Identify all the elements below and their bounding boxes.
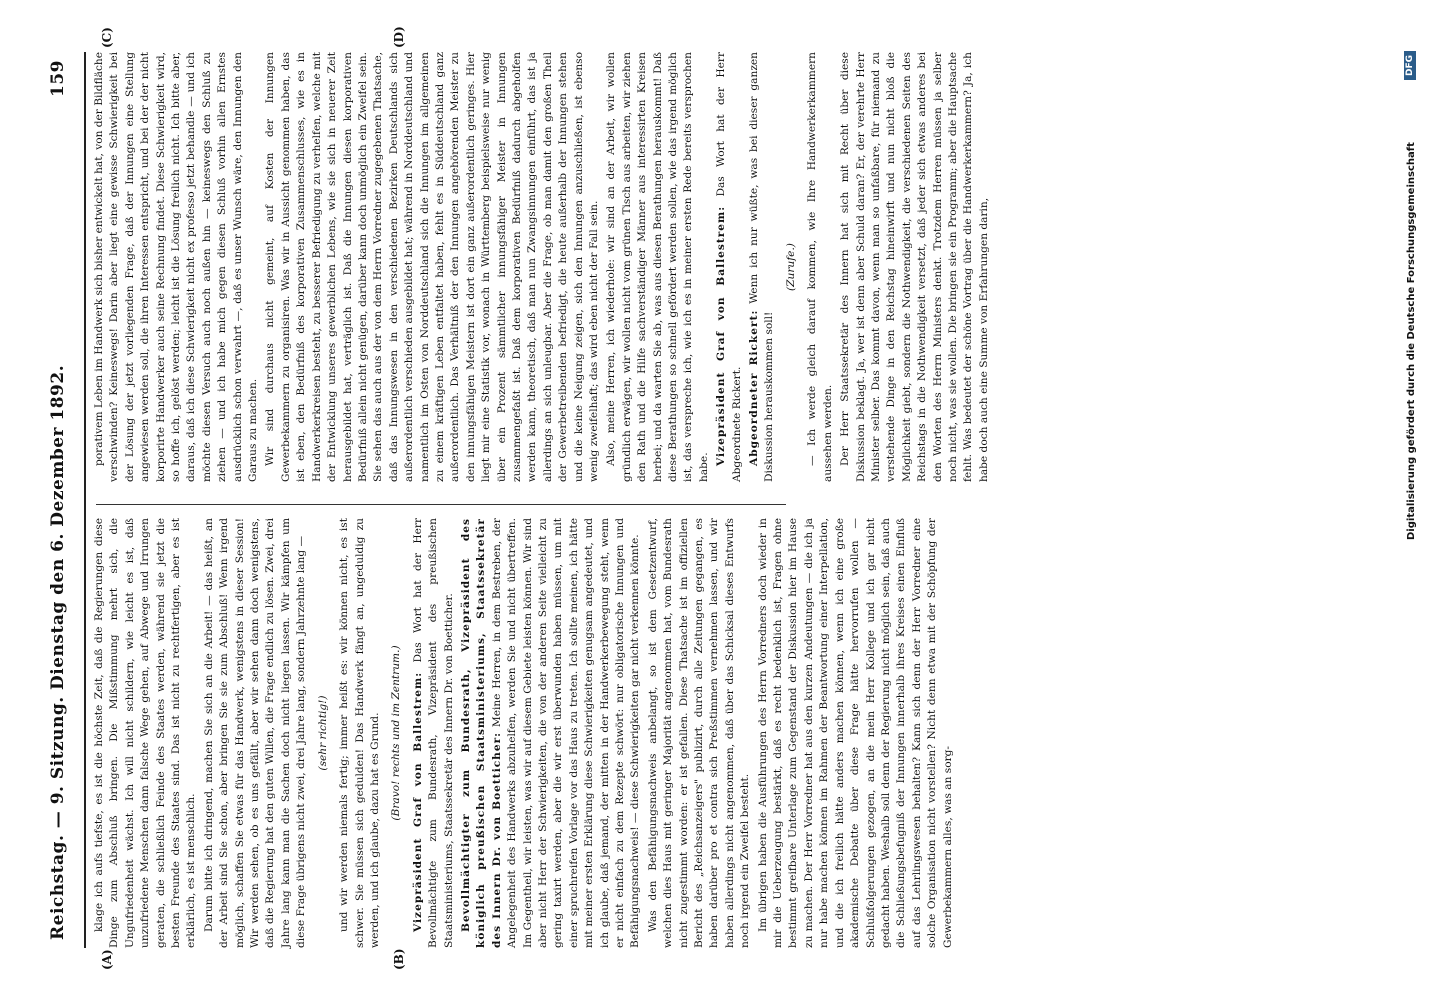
speech-paragraph bbox=[714, 52, 745, 482]
speaker-name: Bevollmächtigter zum Bundesrath, Vizepräsident des königlich preußischen Staatsministeriums, Staatssekretär des Innern Dr. von Boetticher: bbox=[459, 518, 503, 948]
dfg-logo: DFG bbox=[1404, 51, 1416, 80]
speech-text: Das Wort hat der Herr Abgeordnete Rickert. bbox=[715, 51, 743, 482]
speech-paragraph bbox=[411, 518, 457, 948]
speaker-name: Vizepräsident Graf von Ballestrem: bbox=[411, 671, 424, 932]
page-number: 159 bbox=[48, 60, 68, 97]
speech-text: Das Wort hat der Herr Bevollmächtigte zum Bundesrath, Vizepräsident des preußischen Staatsministeriums, Staatssekretär des Innern Dr. von Boetticher. bbox=[411, 517, 455, 948]
margin-letter-a: (A) bbox=[100, 949, 114, 970]
margin-letter-c: (C) bbox=[100, 27, 114, 48]
digitization-credit: Digitalisierung gefördert durch die Deutsche Forschungsgemeinschaft bbox=[1406, 142, 1417, 540]
interjection: (Zurufe.) bbox=[784, 243, 797, 291]
left-column bbox=[92, 517, 954, 948]
right-column bbox=[92, 51, 990, 482]
speech-paragraph bbox=[459, 518, 644, 948]
page-title: Reichstag. — 9. Sitzung. Dienstag den 6. Dezember 1892. bbox=[48, 364, 68, 940]
header-rule bbox=[84, 52, 86, 948]
margin-letter-d: (D) bbox=[392, 26, 406, 48]
speech-text: Wenn ich nur wüßte, was bei dieser ganzen Diskussion herauskommen soll! bbox=[748, 52, 776, 482]
speech-text: Meine Herren, in dem Bestreben, der Angelegenheit des Handwerks abzuhelfen, werden Sie und nicht übertreffen. Im Gegentheil, wir leisten, was wir auf diesem Gebiete leisten können. Wir sind aber nicht Herr der Schwierigkeiten, die von der anderen Seite vielleicht zu gering taxirt werden, aber die wir erst überwunden haben müssen, um mit einer spruchreifen Vorlage vor das Haus zu treten. Ich sollte meinen, ich hätte mit meiner ersten Erklärung diese Schwierigkeiten genugsam angedeutet, und ich glaube, daß jemand, der mitten in der Handwerkerbewegung steht, wenn er nicht einfach zu dem Rezepte schwört: nur obligatorische Innungen und Befähigungsnachweis! — diese Schwierigkeiten gar nicht verkennen könnte. bbox=[490, 518, 642, 948]
paragraph: Der Herr Staatssekretär des Innern hat sich mit Recht über diese Diskussion beklagt. Ja, wer ist denn aber Schuld daran? Er, der verehrte Herr Minister selber. Das kommt davon, wenn man so unfaßbare, für niemand zu verstehende Dinge in den Reichstag hineinwirft und nun nicht bloß die Möglichkeit giebt, sondern die Nothwendigkeit, die verschiedenen Seiten des Reichstags in die Nothwendigkeit versetzt, daß jeder sich etwas anderes bei den Worten des Herrn Ministers denkt. Trotzdem Herren müssen ja selber noch nicht, was sie wollen. Die bringen sie ein Programm; aber die Hauptsache fehlt. Was bedeutet der schöne Vortrag über die Handwerkerkammern? Ja, ich habe doch auch eine Summe von Erfahrungen darin, bbox=[839, 52, 990, 482]
margin-letter-b: (B) bbox=[392, 948, 406, 970]
paragraph: Darum bitte ich dringend, machen Sie sich an die Arbeit! — das heißt, an der Arbeit sind Sie schon, aber bringen Sie sie zum Abschluß! Wenn irgend möglich, schaffen Sie etwas für das Handwerk, wenigstens in dieser Session! Wir werden sehen, ob es uns gefällt, aber wir sehen dann doch wenigstens, daß die Regierung hat den guten Willen, die Frage endlich zu lösen. Zwei, drei Jahre lang kann man die Sachen doch nicht liegen lassen. Wir kämpfen um diese Frage übrigens nicht zwei, drei Jahre lang, sondern Jahrzehnte lang — bbox=[202, 518, 308, 948]
paragraph: Was den Befähigungsnachweis anbelangt, so ist dem Gesetzentwurf, welchen dies Haus mit geringer Majorität angenommen hat, vom Bundesrath nicht zugestimmt worden: er ist gefallen. Diese Thatsache ist im offiziellen Bericht des „Reichsanzeigers" publizirt, durch alle Zeitungen gegangen, es haben darüber pro et contra sich Preßstimmen vernehmen lassen, und wir haben allerdings nicht angenommen, daß über das Schicksal dieses Entwurfs noch irgend ein Zweifel besteht. bbox=[646, 518, 752, 948]
interjection: (Bravo! rechts und im Zentrum.) bbox=[390, 645, 403, 821]
paragraph: — Ich werde gleich darauf kommen, wie Ihre Handwerkerkammern aussehen werden. bbox=[806, 52, 834, 482]
paragraph: Wir sind durchaus nicht gemeint, auf Kosten der Innungen Gewerbekammern zu organisiren. Was wir in Aussicht genommen haben, das ist eben, den Bedürfniß des korporativen Zusammenschlusses, wie es in Handwerkerkreisen besteht, zu besserer Befriedigung zu verhelfen, welche mit der Entwicklung unseres gewerblichen Lebens, wie sie sich in neuerer Zeit herausgebildet hat, verträglich ist. Daß die Innungen diesen korporativen Bedürfniß allein nicht genügen, darüber kann doch unmöglich ein Zweifel sein. Sie sehen das auch aus der von dem Herrn Vorredner zugegebenen Thatsache, daß das Innungswesen in den verschiedenen Bezirken Deutschlands sich außerordentlich verschieden ausgebildet hat; während in Norddeutschland und namentlich im Osten von Norddeutschland sich die Innungen im allgemeinen zu einem kräftigen Leben entfaltet haben, fehlt es in Süddeutschland ganz außerordentlich. Das Verhältniß der den Innungen angehörenden Meister zu den innungsfähigen Meistern ist dort ein ganz außerordentlich geringes. Hier liegt mir eine Statistik vor, wonach in Württemberg beispielsweise nur wenig über ein Prozent sämmtlicher innungsfähiger Meister in Innungen zusammengefaßt ist. Daß dem korporativen Bedürfniß dadurch abgeholfen werden kann, theoretisch, daß man nun Zwangsinnungen einführt, das ist ja allerdings an sich unleugbar. Aber die Frage, ob man damit den großen Theil der Gewerbetreibenden befriedigt, die heute außerhalb der Innungen stehen und die keine Neigung zeigen, sich den Innungen anzuschließen, ist ebenso wenig zweifelhaft; das wird eben nicht der Fall sein. bbox=[264, 52, 600, 482]
column-divider bbox=[96, 504, 786, 505]
speaker-name: Vizepräsident Graf von Ballestrem: bbox=[715, 205, 728, 466]
paragraph: und wir werden niemals fertig; immer heißt es: wir können nicht, es ist schwer. Sie müssen sich gedulden! Das Handwerk fängt an, ungeduldig zu werden, und ich glaube, dazu hat es Grund. bbox=[338, 518, 381, 948]
interjection: (sehr richtig!) bbox=[316, 695, 329, 771]
paragraph: Also, meine Herren, ich wiederhole: wir sind an der Arbeit, wir wollen gründlich erwägen, wir wollen nicht vom grünen Tisch aus arbeiten, wir ziehen den Rath und die Hilfe sachverständiger Männer aus interessirten Kreisen herbei; und da warten Sie ab, was aus diesen Berathungen herauskommt! Daß diese Berathungen so schnell gefördert werden sollen, wie das irgend möglich ist, das verspreche ich, wie ich es in meiner ersten Rede bereits versprochen habe. bbox=[605, 52, 710, 482]
paragraph: porativem Leben im Handwerk sich bisher entwickelt hat, von der Bildfläche verschwinden? Keineswegs! Darin aber liegt eine gewisse Schwierigkeit bei der Lösung der jetzt vorliegenden Frage, daß der Innungen eine Stellung angewiesen werden soll, die ihren Interessen entspricht, und bei der der nicht korporirte Handwerker auch seine Rechnung findet. Diese Schwierigkeit wird, so hoffe ich, gelöst werden; leicht ist die Lösung freilich nicht. Ich bitte aber, daraus, daß ich diese Schwierigkeit nicht ex professo jetzt behandle — und ich möchte diesen Versuch auch noch außen hin — keineswegs den Schluß zu ziehen — und ich habe mich gegen diesen Schluß vorhin allen Ernstes ausdrücklich schon verwahrt —, daß es unser Wunsch wäre, den Innungen den Garaus zu machen. bbox=[93, 52, 260, 482]
speaker-name: Abgeordneter Rickert: bbox=[748, 309, 761, 466]
speech-paragraph bbox=[747, 52, 778, 482]
paragraph: klage ich aufs tiefste, es ist die höchste Zeit, daß die Regierungen diese Dinge zum Abschluß bringen. Die Mißstimmung mehrt sich, die Ungufriedenheit wächst. Ich will nicht schildern, wie leicht es ist, daß unzufriedene Menschen dann falsche Wege gehen, auf Abwege und Irrungen geraten, die schließlich Feinde des Staates werden, während sie jetzt die besten Freunde des Staates sind. Das ist nicht zu rechtfertigen, aber es ist erklärlich, es ist menschlich. bbox=[93, 518, 198, 948]
page-header bbox=[48, 60, 78, 940]
paragraph: Im übrigen haben die Ausführungen des Herrn Vorredners doch wieder in mir die Ueberzeugung bestärkt, daß es recht bedenklich ist, Fragen ohne bestimmt greifbare Unterlage zum Gegenstand der Diskussion hier im Hause zu machen. Der Herr Vorredner hat aus den kurzen Andeutungen — die ich ja nur habe machen können im Rahmen der Beantwortung einer Interpellation, und die ich freilich hätte anders machen können, wenn ich eine große akademische Debatte über diese Frage hätte hervorrufen wollen — Schlußfolgerungen gezogen, an die mein Herr Kollege und ich gar nicht gedacht haben. Weshalb soll denn der Regierung nicht möglich sein, daß auch die Schließungsbefugniß der Innungen innerhalb ihres Kreises einen Einfluß auf das Lehrlingswesen behalten? Kann sich denn der Herr Vorredner eine solche Organisation nicht vorstellen? Nicht denn etwa mit der Schöpfung der Gewerbekammern alles, was an sorg- bbox=[756, 518, 954, 948]
